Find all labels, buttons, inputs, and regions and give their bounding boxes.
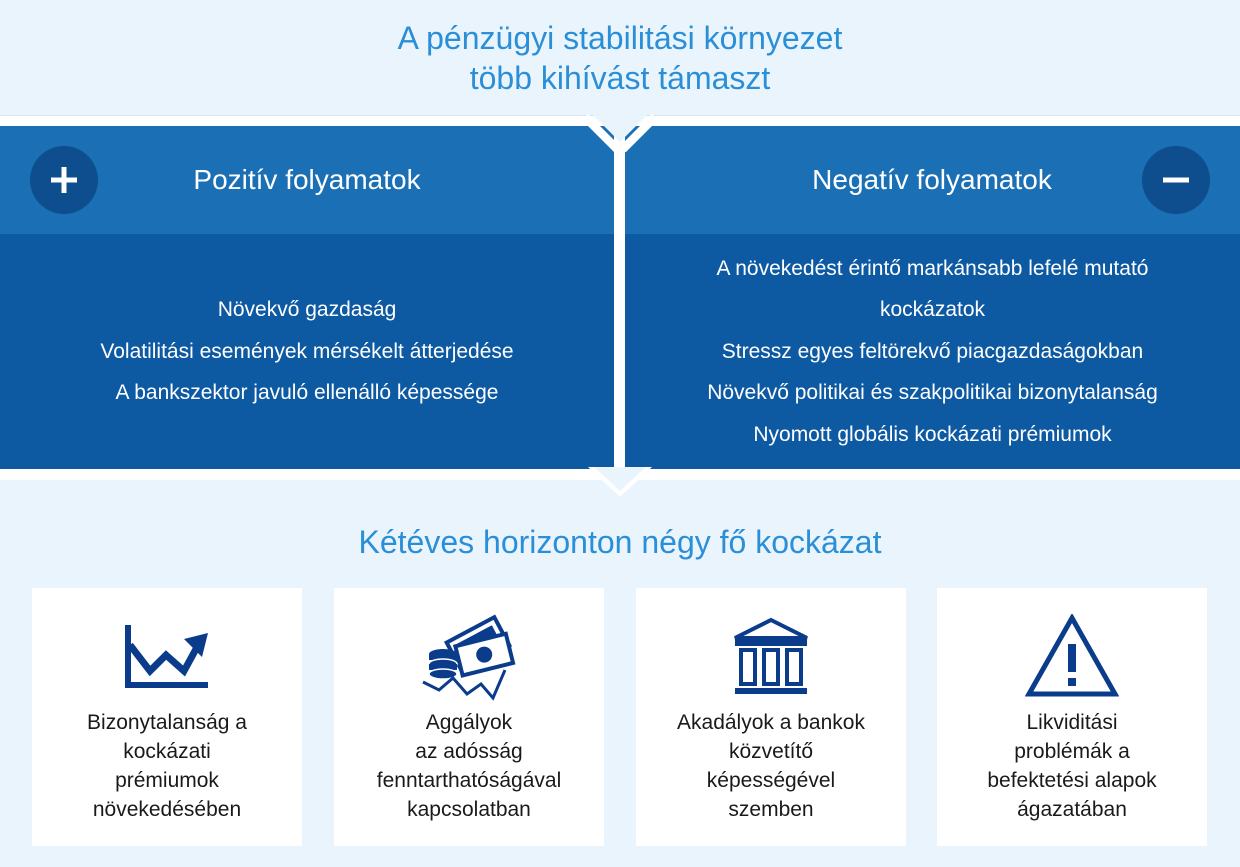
bottom-chevron-icon [580,465,660,499]
card-text-line: Aggályok [425,711,513,734]
card-text-line: képességével [706,769,836,792]
negative-list [625,234,1240,469]
card-text-line: befektetési alapok [987,769,1157,792]
rising-chart-icon [122,621,212,691]
positive-item: A bankszektor javuló ellenálló képessége [115,381,499,405]
positive-item: Volatilitási események mérsékelt átterjedése [100,339,514,363]
negative-title: Negatív folyamatok [812,164,1052,195]
card-text-line: Akadályok a bankok [677,711,865,734]
banner-title-line-2: több kihívást támaszt [469,59,771,96]
risk-card [334,588,604,846]
top-chevron-icon [560,112,680,152]
card-text-line: Likviditási [1026,711,1118,734]
plus-circle [30,146,98,214]
card-text-line: fenntarthatóságával [376,769,562,792]
banner-title-line-1: A pénzügyi stabilitási környezet [397,19,843,56]
card-text-line: problémák a [1014,740,1130,763]
negative-item: Nyomott globális kockázati prémiumok [753,422,1112,446]
card-text-line: ágazatában [1017,798,1127,821]
card-text-line: közvetítő [728,740,814,763]
negative-item: kockázatok [879,298,986,322]
card-text-line: az adósság [415,740,523,763]
positive-title: Pozitív folyamatok [193,164,421,195]
top-banner [0,0,1240,116]
minus-circle [1142,146,1210,214]
debt-money-icon [419,608,519,704]
negative-item: A növekedést érintő markánsabb lefelé mutató [716,256,1149,280]
center-divider [614,116,625,469]
minus-icon [1161,165,1191,195]
negative-item: Stressz egyes feltörekvő piacgazdaságokban [721,339,1144,363]
plus-icon [49,165,79,195]
card-text-line: szemben [728,798,814,821]
positive-list [0,234,614,469]
risks-title: Kétéves horizonton négy fő kockázat [358,524,882,560]
card-text-line: kockázati [123,740,211,763]
negative-item: Növekvő politikai és szakpolitikai bizonytalanság [707,381,1158,405]
warning-triangle-icon [1025,614,1119,698]
bank-building-icon [731,616,811,696]
card-text-line: Bizonytalanság a [87,711,247,734]
risk-card [636,588,906,846]
card-text-line: növekedésében [92,798,242,821]
card-text-line: kapcsolatban [407,798,531,821]
card-text-line: prémiumok [115,769,219,792]
positive-item: Növekvő gazdaság [217,298,397,322]
risk-card [32,588,302,846]
risk-card [937,588,1207,846]
